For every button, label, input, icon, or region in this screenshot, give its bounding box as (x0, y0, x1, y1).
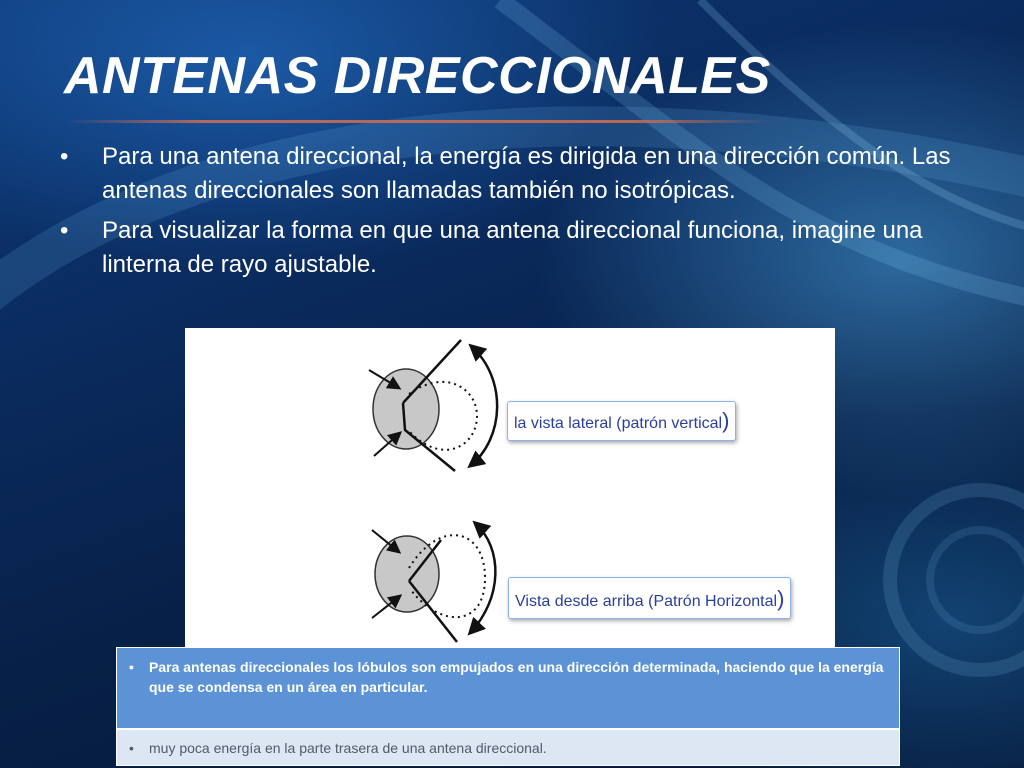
bullet-item (58, 140, 978, 208)
table-row (117, 730, 899, 765)
bullet-list (58, 140, 978, 288)
table-cell-text: Para antenas direccionales los lóbulos son empujados en una dirección determinada, haciendo que la energía que se condensa en un área en particular. (149, 659, 884, 695)
side-view-diagram (369, 340, 497, 471)
top-view-callout (508, 577, 791, 619)
callout-paren: ) (722, 408, 730, 433)
info-table (116, 647, 900, 766)
arrow-icon (470, 346, 497, 466)
bullet-marker: • (60, 143, 69, 170)
bullet-marker: • (60, 217, 69, 244)
slide-title: ANTENAS DIRECCIONALES (64, 47, 771, 105)
bullet-text: Para una antena direccional, la energía es dirigida en una dirección común. Las antenas direccionales son llamadas también no isotrópicas. (102, 143, 951, 204)
side-view-callout (507, 401, 736, 441)
callout-paren: ) (777, 586, 785, 611)
bullet-item (58, 214, 978, 282)
table-row (117, 648, 899, 730)
top-view-diagram (372, 523, 495, 642)
table-cell-text: muy poca energía en la parte trasera de una antena direccional. (149, 740, 547, 756)
callout-text: la vista lateral (patrón vertical (514, 415, 723, 432)
bullet-marker: • (129, 740, 134, 756)
bullet-marker: • (129, 659, 134, 675)
arrow-icon (470, 523, 495, 633)
callout-text: Vista desde arriba (Patrón Horizontal (515, 593, 778, 610)
bullet-text: Para visualizar la forma en que una antena direccional funciona, imagine una linterna de rayo ajustable. (102, 217, 923, 278)
title-underline (64, 120, 774, 123)
